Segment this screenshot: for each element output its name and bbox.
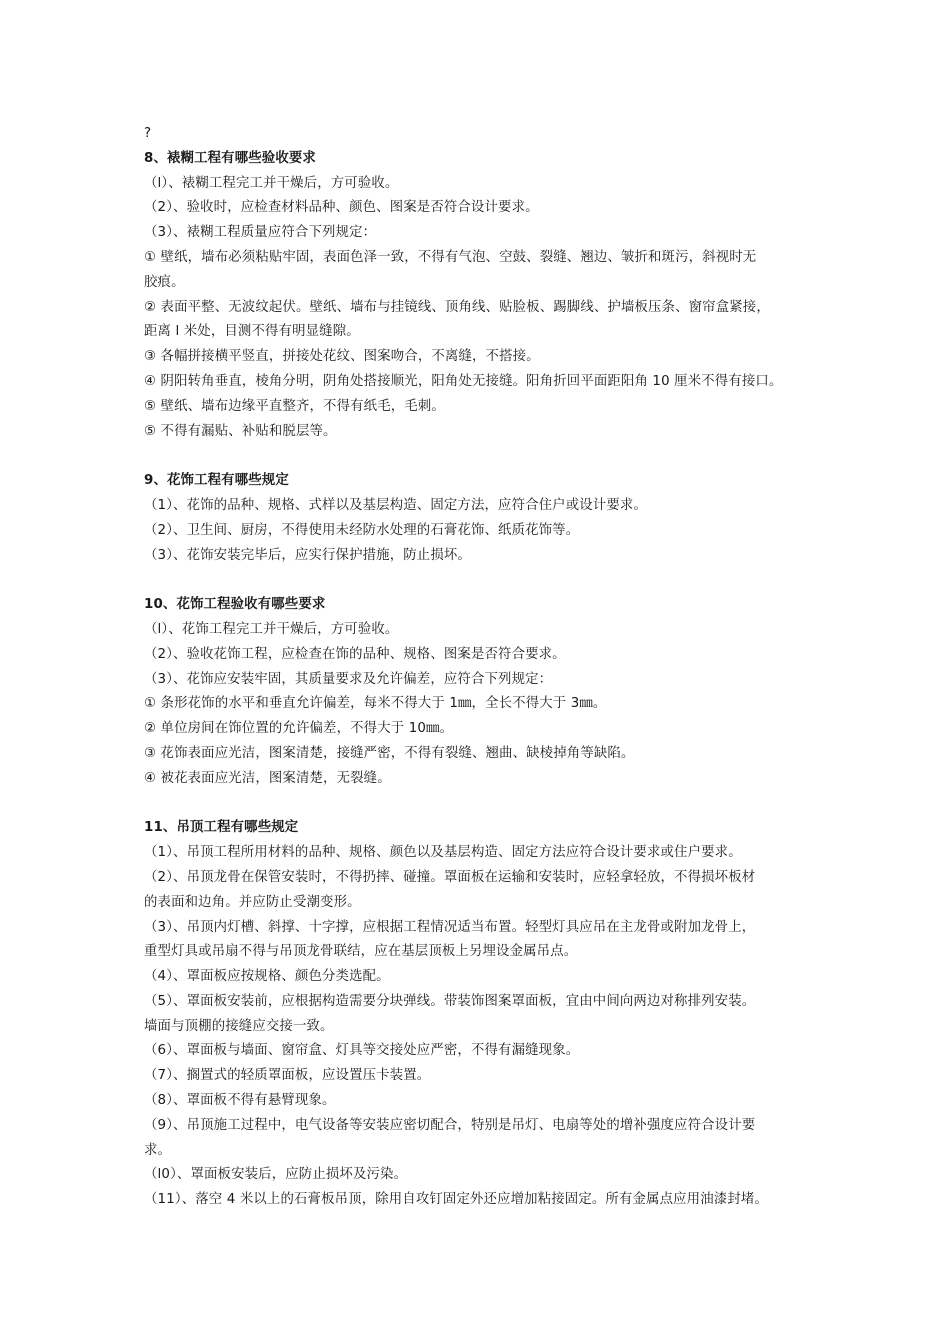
section-heading: 9、花饰工程有哪些规定 <box>144 473 289 489</box>
doc-line: （3）、花饰应安装牢固，其质量要求及允许偏差，应符合下列规定： <box>144 671 553 687</box>
doc-line: ② 表面平整、无波纹起伏。壁纸、墙布与挂镜线、顶角线、贴脸板、踢脚线、护墙板压条、窗帘盒紧接， <box>144 299 770 315</box>
doc-line: ① 壁纸，墙布必须粘贴牢固，表面色泽一致，不得有气泡、空鼓、裂缝、翘边、皱折和斑污，斜视时无 <box>144 249 757 265</box>
doc-line: （2）、卫生间、厨房，不得使用未经防水处理的石膏花饰、纸质花饰等。 <box>144 522 580 538</box>
doc-line: ④ 被花表面应光洁，图案清楚，无裂缝。 <box>144 770 391 786</box>
section-heading: 11、吊顶工程有哪些规定 <box>144 820 299 836</box>
doc-line: （4）、罩面板应按规格、颜色分类选配。 <box>144 969 390 985</box>
doc-line: ④ 阴阳转角垂直，棱角分明，阴角处搭接顺光，阳角处无接缝。阳角折回平面距阳角 10 厘米不得有接口。 <box>144 373 783 389</box>
doc-line: （8）、罩面板不得有悬臂现象。 <box>144 1093 336 1109</box>
doc-line: （l）、花饰工程完工并干燥后，方可验收。 <box>144 621 399 637</box>
document-body <box>144 122 824 1213</box>
doc-line: 重型灯具或吊扇不得与吊顶龙骨联结，应在基层顶板上另埋设金属吊点。 <box>144 944 578 960</box>
doc-line: （7）、搁置式的轻质罩面板，应设置压卡装置。 <box>144 1068 431 1084</box>
doc-line: 求。 <box>144 1142 172 1158</box>
doc-line: ③ 花饰表面应光洁，图案清楚，接缝严密，不得有裂缝、翘曲、缺棱掉角等缺陷。 <box>144 745 635 761</box>
doc-line: （l）、裱糊工程完工并干燥后，方可验收。 <box>144 175 399 191</box>
doc-line: ⑤ 不得有漏贴、补贴和脱层等。 <box>144 423 337 439</box>
doc-line: （3）、裱糊工程质量应符合下列规定： <box>144 225 377 241</box>
doc-line: ③ 各幅拼接横平竖直，拼接处花纹、图案吻合，不离缝，不搭接。 <box>144 349 540 365</box>
doc-line: ? <box>144 126 152 141</box>
doc-line: （1）、花饰的品种、规格、式样以及基层构造、固定方法，应符合住户或设计要求。 <box>144 497 647 513</box>
doc-line: （3）、吊顶内灯槽、斜撑、十字撑，应根据工程情况适当布置。轻型灯具应吊在主龙骨或附加龙骨上， <box>144 919 756 935</box>
doc-line: ① 条形花饰的水平和垂直允许偏差，每米不得大于 1㎜，全长不得大于 3㎜。 <box>144 696 607 712</box>
section-heading: 8、裱糊工程有哪些验收要求 <box>144 150 316 166</box>
section-heading: 10、花饰工程验收有哪些要求 <box>144 597 326 613</box>
doc-line: （2）、验收时，应检查材料品种、颜色、图案是否符合设计要求。 <box>144 200 539 216</box>
doc-line: ⑤ 壁纸、墙布边缘平直整齐，不得有纸毛，毛刺。 <box>144 398 445 414</box>
doc-line: （l0）、罩面板安装后，应防止损坏及污染。 <box>144 1167 408 1183</box>
doc-line: ② 单位房间在饰位置的允许偏差，不得大于 10㎜。 <box>144 721 454 737</box>
doc-line: （9）、吊顶施工过程中，电气设备等安装应密切配合，特别是吊灯、电扇等处的增补强度应符合设计要 <box>144 1117 756 1133</box>
doc-line: （6）、罩面板与墙面、窗帘盒、灯具等交接处应严密，不得有漏缝现象。 <box>144 1043 580 1059</box>
doc-line: （2）、吊顶龙骨在保管安装时，不得扔摔、碰撞。罩面板在运输和安装时，应轻拿轻放，不得损坏板材 <box>144 869 756 885</box>
doc-line: （3）、花饰安装完毕后，应实行保护措施，防止损坏。 <box>144 547 471 563</box>
doc-line: 的表面和边角。并应防止受潮变形。 <box>144 894 361 910</box>
doc-line: 墙面与顶棚的接缝应交接一致。 <box>144 1018 334 1034</box>
doc-line: 距离 l 米处，目测不得有明显缝隙。 <box>144 324 360 340</box>
blank-line <box>144 444 824 469</box>
doc-line: （2）、验收花饰工程，应检查在饰的品种、规格、图案是否符合要求。 <box>144 646 566 662</box>
doc-line: （5）、罩面板安装前，应根据构造需要分块弹线。带装饰图案罩面板，宜由中间向两边对称排列安装。 <box>144 993 756 1009</box>
doc-line: （11）、落空 4 米以上的石膏板吊顶，除用自攻钉固定外还应增加粘接固定。所有金属点应用油漆封堵。 <box>144 1192 768 1208</box>
doc-line: （1）、吊顶工程所用材料的品种、规格、颜色以及基层构造、固定方法应符合设计要求或住户要求。 <box>144 845 742 861</box>
blank-line <box>144 792 824 817</box>
blank-line <box>144 568 824 593</box>
doc-line: 胶痕。 <box>144 274 185 290</box>
